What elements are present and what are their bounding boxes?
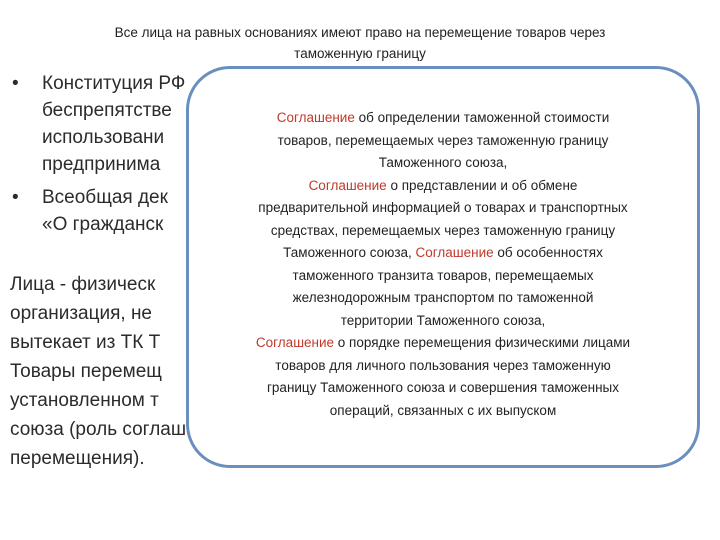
callout-line: Соглашение о порядке перемещения физическими лицами bbox=[255, 335, 631, 350]
paragraph-line: перемещения). bbox=[10, 448, 145, 469]
paragraph-line: Лица - физическ bbox=[10, 274, 156, 295]
callout-line: территории Таможенного союза, bbox=[340, 312, 546, 328]
callout-line: средствах, перемещаемых через таможенную границу bbox=[270, 222, 616, 238]
callout-line: Соглашение о представлении и об обмене bbox=[308, 177, 578, 193]
agreement-keyword: Соглашение bbox=[308, 177, 387, 193]
bullet-line: Конституция РФ bbox=[42, 73, 186, 94]
agreement-keyword: Соглашение bbox=[255, 335, 335, 350]
agreement-keyword: Соглашение bbox=[415, 245, 494, 260]
paragraph-line: установленном т bbox=[10, 390, 159, 411]
bullet-marker: • bbox=[12, 73, 19, 94]
paragraph-line: организация, не bbox=[10, 303, 152, 324]
callout-line: границу Таможенного союза и совершения таможенных bbox=[267, 380, 619, 395]
bullet-line: предпринима bbox=[42, 154, 161, 175]
title-line-2: таможенную границу bbox=[294, 46, 426, 61]
callout-line: Таможенного союза, Соглашение об особенностях bbox=[283, 245, 603, 260]
bullet-line: Всеобщая дек bbox=[42, 187, 168, 208]
callout-line: Таможенного союза, bbox=[378, 155, 508, 170]
paragraph-line: Товары перемещ bbox=[10, 361, 162, 382]
paragraph-line: союза (роль соглаш bbox=[10, 419, 187, 440]
paragraph-line: вытекает из ТК Т bbox=[10, 332, 161, 353]
bullet-line: «О гражданск bbox=[42, 214, 164, 235]
callout-line: таможенного транзита товаров, перемещаемых bbox=[292, 267, 594, 283]
agreement-keyword: Соглашение bbox=[276, 110, 355, 125]
slide-title bbox=[40, 22, 680, 64]
callout-line: товаров, перемещаемых через таможенную границу bbox=[277, 132, 609, 148]
title-line-1: Все лица на равных основаниях имеют право на перемещение товаров через bbox=[114, 25, 606, 40]
callout-line: железнодорожным транспортом по таможенной bbox=[292, 290, 594, 305]
callout-line: товаров для личного пользования через таможенную bbox=[275, 357, 611, 373]
agreements-callout bbox=[186, 66, 700, 468]
callout-line: операций, связанных с их выпуском bbox=[329, 402, 557, 418]
bullet-line: использовани bbox=[42, 127, 165, 148]
callout-line: Соглашение об определении таможенной стоимости bbox=[276, 110, 610, 125]
bullet-marker: • bbox=[12, 187, 19, 208]
bullet-line: беспрепятстве bbox=[42, 100, 172, 121]
callout-line: предварительной информацией о товарах и транспортных bbox=[258, 200, 628, 215]
